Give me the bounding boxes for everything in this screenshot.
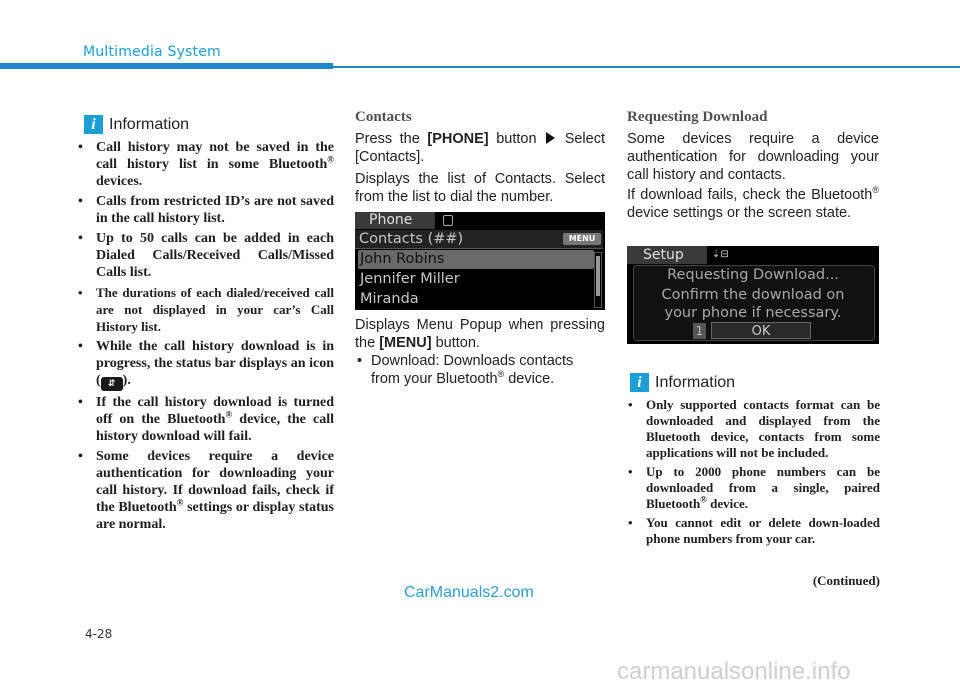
list-item: • You cannot edit or delete down-loaded phone numbers from your car. bbox=[627, 515, 880, 547]
requesting-p2: If download fails, check the Bluetooth® device settings or the screen state. bbox=[627, 185, 879, 221]
scrollbar-thumb[interactable] bbox=[596, 256, 600, 296]
info-title: Information bbox=[655, 374, 736, 391]
info-title: Information bbox=[109, 116, 190, 133]
list-item: • If the call history download is turned off on the Bluetooth® device, the call history download will fail. bbox=[77, 394, 334, 445]
header-rule bbox=[333, 66, 960, 68]
list-item: • While the call history download is in progress, the status bar displays an icon ( ⇵ ). bbox=[77, 338, 334, 391]
header-bar bbox=[0, 63, 333, 69]
footer-watermark: carmanualsonline.info bbox=[617, 658, 851, 685]
watermark[interactable]: CarManuals2.com bbox=[404, 584, 534, 601]
download-icon: ⇣⊟ bbox=[712, 249, 729, 260]
dialog-line: Confirm the download on bbox=[661, 287, 845, 303]
continued-label: (Continued) bbox=[812, 573, 880, 588]
list-item: • Download: Downloads contacts from your Bluetooth® device. bbox=[355, 352, 605, 388]
list-item: • Calls from restricted ID’s are not saved in the call history list. bbox=[77, 193, 334, 227]
dialog-line: your phone if necessary. bbox=[664, 305, 842, 321]
arrow-right-icon bbox=[546, 132, 555, 144]
setup-tab: Setup bbox=[627, 246, 707, 264]
ok-button[interactable]: OK bbox=[711, 322, 811, 339]
download-status-icon: ⇵ bbox=[101, 377, 123, 391]
contacts-bullets bbox=[355, 352, 605, 388]
contact-row[interactable]: Miranda bbox=[360, 291, 419, 307]
contact-row[interactable]: Jennifer Miller bbox=[360, 271, 460, 287]
info-icon: i bbox=[84, 115, 103, 134]
list-item: • Call history may not be saved in the call history list in some Bluetooth® devices. bbox=[77, 139, 334, 190]
right-info-list bbox=[627, 397, 880, 550]
page-number: 4-28 bbox=[85, 627, 113, 641]
requesting-p1: Some devices require a device authentication for downloading your call history and contacts. bbox=[627, 131, 879, 183]
list-item: • Only supported contacts format can be downloaded and displayed from the Bluetooth device, contacts from some applications will not be included. bbox=[627, 397, 880, 461]
menu-popup-text: Displays Menu Popup when pressing the [MENU] button. bbox=[355, 317, 605, 351]
contacts-title: Contacts bbox=[355, 109, 412, 125]
list-item: • The durations of each dialed/received call are not displayed in your car’s Call History list. bbox=[77, 284, 334, 335]
list-item: • Some devices require a device authentication for downloading your call history. If download fails, check if the Bluetooth® settings or display status are normal. bbox=[77, 448, 334, 533]
bluetooth-icon bbox=[443, 215, 453, 226]
section-header: Multimedia System bbox=[83, 44, 221, 60]
contacts-press-text: Press the [PHONE] button Select [Contacts]. bbox=[355, 131, 605, 165]
contacts-header: Contacts (##) bbox=[355, 230, 603, 249]
phone-tab: Phone bbox=[355, 212, 435, 229]
list-item: • Up to 2000 phone numbers can be downloaded from a single, paired Bluetooth® device. bbox=[627, 464, 880, 512]
left-info-list bbox=[77, 139, 334, 536]
menu-button[interactable]: MENU bbox=[563, 233, 601, 245]
setup-screen bbox=[627, 246, 879, 344]
contact-row[interactable]: John Robins bbox=[358, 250, 594, 269]
info-icon: i bbox=[630, 373, 649, 392]
dialog-line: Requesting Download... bbox=[667, 267, 839, 283]
contacts-desc: Displays the list of Contacts. Select from the list to dial the number. bbox=[355, 171, 605, 205]
contacts-screen bbox=[355, 212, 605, 310]
button-number: 1 bbox=[693, 323, 706, 339]
requesting-title: Requesting Download bbox=[627, 109, 768, 125]
list-item: • Up to 50 calls can be added in each Dialed Calls/Received Calls/Missed Calls list. bbox=[77, 230, 334, 281]
